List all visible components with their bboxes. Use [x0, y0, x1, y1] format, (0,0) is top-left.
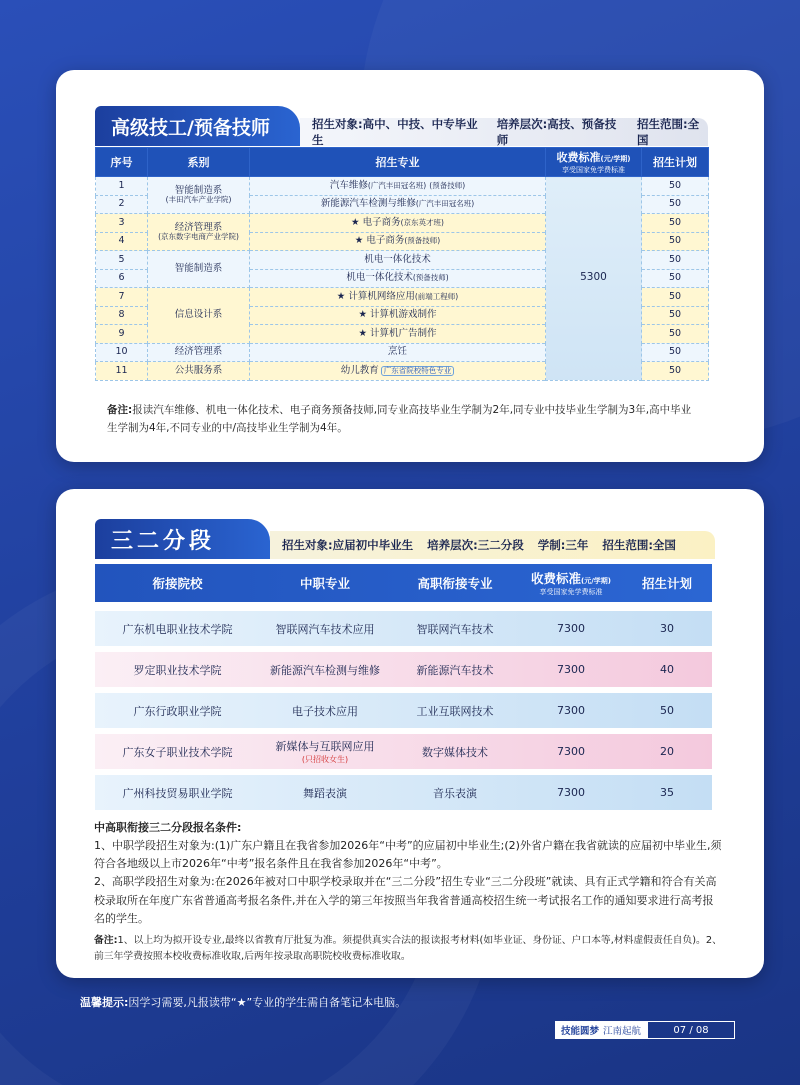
info-level: 培养层次:三二分段 — [427, 538, 524, 552]
note-text: 1、以上均为拟开设专业,最终以省教育厅批复为准。须提供真实合法的报读报考材料(如毕业证、身份证、户口本等,材料虚假责任自负)。2、前三年学费按照本校收费标准收取,后两年按录取高职院校收费标准收取。 — [94, 935, 722, 962]
secondary-major: 智联网汽车技术应用 — [275, 622, 375, 636]
major-tag: (预备技师) — [404, 236, 441, 246]
enrollment-table — [95, 147, 709, 381]
row-plan: 50 — [642, 362, 709, 381]
table-row — [95, 734, 712, 769]
row-plan: 50 — [642, 269, 709, 288]
major-name: ★ 计算机网络应用 — [336, 290, 415, 302]
plan-value: 35 — [660, 786, 674, 799]
major-cell — [250, 177, 546, 196]
major-cell — [250, 343, 546, 362]
dept-cell — [148, 343, 250, 362]
major-name: 机电一体化技术 — [346, 272, 413, 284]
dept-name: 信息设计系 — [174, 309, 223, 321]
col-plan: 招生计划 — [642, 148, 709, 177]
page-footer — [555, 1021, 735, 1039]
dept-cell — [148, 177, 250, 214]
section-title: 三二分段 — [95, 519, 270, 559]
row-no: 8 — [96, 306, 148, 325]
dept-sub: (丰田汽车产业学院) — [165, 195, 232, 205]
major-tag2: (预备技师) — [429, 180, 466, 190]
table-row — [95, 693, 712, 728]
major-cell — [250, 195, 546, 214]
table-header-row — [95, 564, 712, 602]
major-cell — [250, 251, 546, 270]
note-label: 备注: — [107, 404, 133, 416]
page-number: 07 / 08 — [647, 1021, 735, 1039]
dept-name: 公共服务系 — [174, 364, 223, 376]
row-no: 9 — [96, 325, 148, 344]
info-target: 招生对象:高中、中技、中专毕业生 — [312, 117, 478, 147]
info-scope: 招生范围:全国 — [602, 538, 676, 552]
higher-major: 智联网汽车技术 — [416, 622, 494, 636]
college-name: 广东女子职业技术学院 — [122, 745, 233, 759]
higher-major: 音乐表演 — [433, 786, 477, 800]
col-college: 衔接院校 — [152, 576, 203, 591]
major-name: ★ 电子商务 — [354, 235, 405, 247]
secondary-major: 舞蹈表演 — [303, 786, 347, 800]
col-fee — [546, 148, 642, 177]
fee-unit: (元/学期) — [600, 155, 631, 163]
slogan-part2: 江南起航 — [603, 1026, 642, 1037]
major-name: ★ 电子商务 — [351, 216, 401, 228]
major-name: 新能源汽车检测与维修 — [320, 198, 416, 210]
major-name: 烹饪 — [387, 346, 407, 358]
row-no: 5 — [96, 251, 148, 270]
section-card-advanced-technician — [56, 70, 764, 462]
dept-cell — [148, 251, 250, 288]
three-two-table — [95, 564, 712, 810]
note-text: 报读汽车维修、机电一体化技术、电子商务预备技师,同专业高技毕业生学制为2年,同专业中技毕业生学制为3年,高中毕业生学制为4年,不同专业的中/高技毕业生学制为4年。 — [107, 404, 692, 434]
higher-major: 数字媒体技术 — [422, 745, 488, 759]
plan-value: 30 — [660, 622, 674, 635]
fee-value: 7300 — [557, 622, 585, 635]
tip-label: 温馨提示: — [80, 996, 129, 1009]
fee-value: 7300 — [557, 786, 585, 799]
footer-slogan — [555, 1021, 647, 1039]
dept-name: 智能制造系 — [174, 262, 223, 274]
major-cell — [250, 306, 546, 325]
condition-2: 2、高职学段招生对象为:在2026年被对口中职学校录取并在“三二分段”招生专业“三二分段班”就读、具有正式学籍和符合有关高校录取所在年度广东省普通高考报名条件,并在入学的第三年按照当年我省普通高校招生统一考试报名工作的通知要求进行高考报名的学生。 — [94, 875, 717, 925]
section2-note — [94, 933, 724, 964]
fee-sub: 享受国家免学费标准 — [562, 166, 625, 174]
condition-1: 1、中职学段招生对象为:(1)广东户籍且在我省参加2026年“中考”的应届初中毕业生;(2)外省户籍在我省就读的应届初中毕业生,须符合各地级以上市2026年“中考”报名条件且在我省参加2026年“中考”。 — [94, 839, 722, 871]
row-plan: 50 — [642, 343, 709, 362]
college-name: 广东行政职业学院 — [133, 704, 222, 718]
section-header — [95, 519, 715, 559]
fee-value: 7300 — [557, 663, 585, 676]
info-target: 招生对象:应届初中毕业生 — [282, 538, 414, 552]
college-name: 广州科技贸易职业学院 — [122, 786, 233, 800]
section-card-three-two — [56, 489, 764, 978]
col-higher: 高职衔接专业 — [417, 576, 493, 591]
major-name: ★ 计算机游戏制作 — [358, 309, 437, 321]
info-level: 培养层次:高技、预备技师 — [496, 117, 617, 147]
dept-name: 经济管理系 — [174, 221, 223, 233]
college-name: 罗定职业技术学院 — [133, 663, 222, 677]
row-plan: 50 — [642, 195, 709, 214]
major-cell — [250, 269, 546, 288]
dept-name: 智能制造系 — [174, 184, 223, 196]
row-no: 11 — [96, 362, 148, 381]
row-plan: 50 — [642, 306, 709, 325]
major-tag: (广汽丰田冠名班) — [367, 180, 427, 190]
major-tag: (前端工程师) — [414, 291, 459, 301]
secondary-major: 新媒体与互联网应用 — [275, 740, 375, 753]
section-info — [300, 118, 708, 146]
table-row — [95, 775, 712, 810]
note-label: 备注: — [94, 935, 118, 946]
major-cell — [250, 232, 546, 251]
female-only-note: (只招收女生) — [301, 755, 349, 764]
section-header — [95, 106, 708, 146]
section-title: 高级技工/预备技师 — [95, 106, 300, 146]
row-plan: 50 — [642, 325, 709, 344]
major-name: 幼儿教育 — [340, 364, 379, 376]
major-tag: (广汽丰田冠名班) — [415, 199, 475, 209]
row-plan: 50 — [642, 232, 709, 251]
info-duration: 学制:三年 — [537, 538, 589, 552]
major-cell — [250, 325, 546, 344]
fee-value: 7300 — [557, 745, 585, 758]
fee-label: 收费标准 — [556, 151, 601, 164]
dept-cell — [148, 288, 250, 344]
warm-tip — [80, 994, 406, 1010]
conditions-title: 中高职衔接三二分段报名条件: — [94, 821, 242, 834]
secondary-major: 电子技术应用 — [292, 704, 358, 718]
row-plan: 50 — [642, 177, 709, 196]
row-no: 6 — [96, 269, 148, 288]
secondary-major: 新能源汽车检测与维修 — [270, 663, 380, 677]
slogan-part1: 技能圆梦 — [561, 1026, 600, 1037]
plan-value: 50 — [660, 704, 674, 717]
tip-text: 因学习需要,凡报读带“★”专业的学生需自备笔记本电脑。 — [128, 996, 407, 1009]
fee-value: 5300 — [546, 177, 642, 381]
row-no: 7 — [96, 288, 148, 307]
higher-major: 新能源汽车技术 — [416, 663, 494, 677]
table-row — [95, 652, 712, 687]
table-header-row — [96, 148, 709, 177]
enrollment-conditions — [94, 819, 724, 928]
plan-value: 40 — [660, 663, 674, 676]
dept-cell — [148, 214, 250, 251]
section1-note — [107, 402, 697, 438]
major-name: ★ 计算机广告制作 — [358, 327, 437, 339]
major-cell — [250, 362, 546, 381]
row-no: 4 — [96, 232, 148, 251]
dept-name: 经济管理系 — [174, 346, 223, 358]
dept-cell — [148, 362, 250, 381]
col-no: 序号 — [96, 148, 148, 177]
major-tag: (预备技师) — [412, 273, 449, 283]
info-scope: 招生范围:全国 — [637, 117, 700, 147]
table-row — [95, 611, 712, 646]
row-no: 2 — [96, 195, 148, 214]
row-no: 1 — [96, 177, 148, 196]
specialty-badge: 广东省院校特色专业 — [381, 366, 455, 376]
col-secondary: 中职专业 — [299, 576, 350, 591]
row-no: 3 — [96, 214, 148, 233]
section-info — [270, 531, 715, 559]
col-dept: 系别 — [148, 148, 250, 177]
row-plan: 50 — [642, 214, 709, 233]
higher-major: 工业互联网技术 — [416, 704, 494, 718]
row-no: 10 — [96, 343, 148, 362]
col-fee — [520, 569, 622, 597]
major-name: 汽车维修 — [329, 179, 368, 191]
fee-value: 7300 — [557, 704, 585, 717]
major-cell — [250, 288, 546, 307]
row-plan: 50 — [642, 288, 709, 307]
major-name: 机电一体化技术 — [364, 253, 431, 265]
major-tag: (京东英才班) — [400, 217, 444, 227]
secondary-major-cell — [260, 738, 390, 765]
fee-unit: (元/学期) — [581, 577, 611, 585]
row-plan: 50 — [642, 251, 709, 270]
plan-value: 20 — [660, 745, 674, 758]
college-name: 广东机电职业技术学院 — [122, 622, 233, 636]
fee-label: 收费标准 — [531, 571, 582, 586]
major-cell — [250, 214, 546, 233]
fee-sub: 享受国家免学费标准 — [539, 588, 603, 596]
col-major: 招生专业 — [250, 148, 546, 177]
table-row — [96, 177, 709, 196]
col-plan: 招生计划 — [641, 576, 692, 591]
dept-sub: (京东数字电商产业学院) — [158, 232, 239, 242]
